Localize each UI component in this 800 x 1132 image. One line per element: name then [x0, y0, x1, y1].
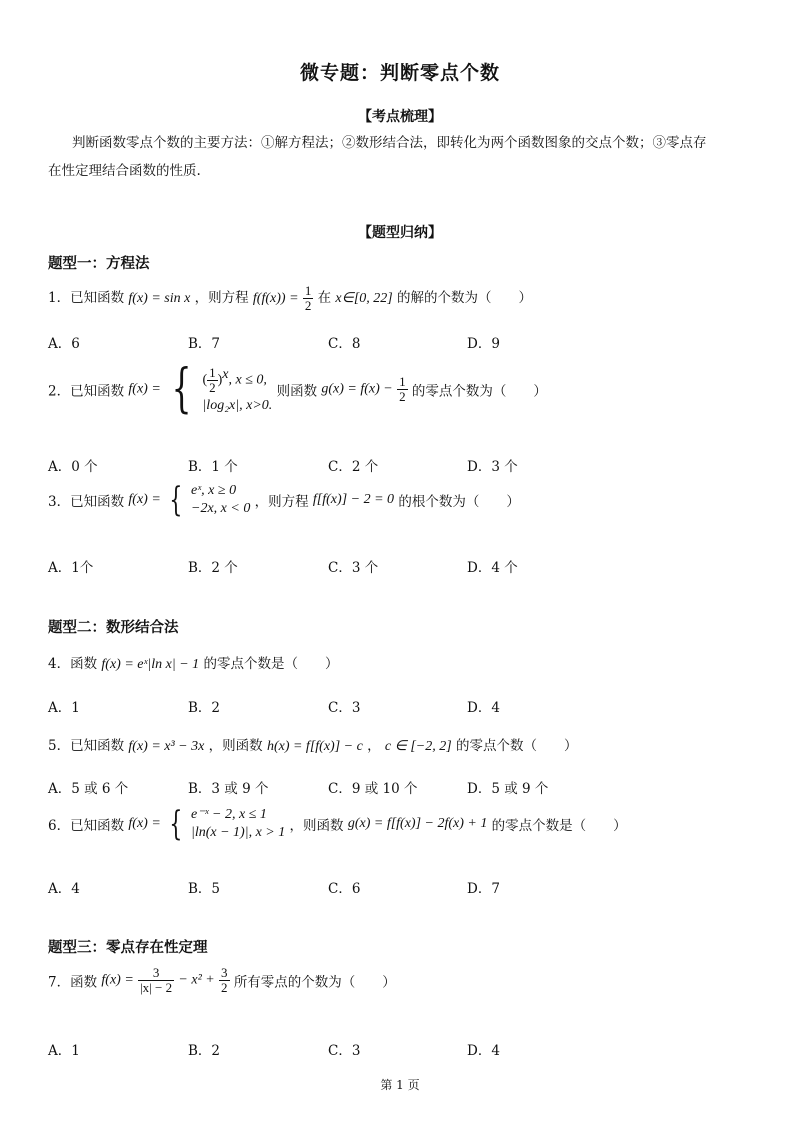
q5-suffix: 的零点个数（ ） [455, 738, 578, 754]
q6-option-a: A．4 [48, 881, 80, 897]
question-7 [48, 966, 396, 995]
type-1-heading: 题型一：方程法 [48, 256, 150, 272]
q2-fx: f(x) = [128, 381, 161, 397]
q7-option-d: D．4 [467, 1043, 500, 1059]
question-5 [48, 734, 577, 755]
section-kaodian-heading: 【考点梳理】 [358, 109, 442, 125]
type-2-heading: 题型二：数形结合法 [48, 620, 179, 636]
q6-prefix: 6．已知函数 [48, 818, 125, 834]
page-title: 微专题：判断零点个数 [299, 62, 500, 84]
q3-fx: f(x) = [128, 492, 161, 507]
q1-option-c: C．8 [328, 336, 361, 352]
q6-cases [191, 806, 285, 842]
q1-formula: f(x) = sin x [128, 291, 191, 306]
q3-suffix: 的根个数为（ ） [398, 494, 520, 510]
q7-fraction-1: $\frac{3}{|x| - 2}$ [140, 965, 173, 995]
q3-prefix: 3．已知函数 [48, 494, 125, 510]
page-number: 第 1 页 [380, 1078, 420, 1092]
q3-equation: f[f(x)] − 2 = 0 [312, 492, 395, 507]
q2-gx: g(x) = f(x) − [321, 381, 393, 397]
q3-option-a: A．1个 [48, 560, 94, 576]
q2-mid: 则函数 [276, 383, 318, 400]
question-1 [48, 284, 532, 313]
q4-option-a: A．1 [48, 700, 80, 716]
q6-suffix: 的零点个数是（ ） [491, 818, 627, 834]
q2-suffix: 的零点个数为（ ） [411, 383, 547, 400]
q5-option-b: B．3 或 9 个 [188, 781, 269, 797]
q7-prefix: 7．函数 [48, 974, 98, 991]
q3-option-d: D．4 个 [467, 560, 518, 576]
q4-prefix: 4．函数 [48, 656, 98, 672]
q1-suffix: 的解的个数为（ ） [397, 290, 533, 306]
q6-option-c: C．6 [328, 881, 361, 897]
q7-fx: f(x) = [101, 972, 134, 988]
q1-option-b: B．7 [188, 336, 221, 352]
q5-option-c: C．9 或 10 个 [328, 781, 418, 797]
q5-prefix: 5．已知函数 [48, 738, 125, 754]
q6-option-b: B．5 [188, 881, 221, 897]
q3-mid: ，则方程 [254, 494, 309, 510]
q7-option-c: C．3 [328, 1043, 361, 1059]
q1-equation: f(f(x)) = [252, 291, 299, 306]
q5-formula: f(x) = x³ − 3x [128, 739, 205, 754]
section-tixing-heading: 【题型归纳】 [358, 225, 442, 241]
q6-case-1: e⁻ˣ − 2, x ≤ 1 [191, 807, 267, 822]
q3-option-b: B．2 个 [188, 560, 238, 576]
q4-option-c: C．3 [328, 700, 361, 716]
q5-c-range: c ∈ [−2, 2] [384, 739, 452, 754]
q4-suffix: 的零点个数是（ ） [203, 656, 339, 672]
q4-option-d: D．4 [467, 700, 500, 716]
q4-formula: f(x) = eˣ|ln x| − 1 [101, 657, 200, 672]
question-3 [48, 482, 520, 518]
q2-half-fraction-2: $\frac{1}{2}$ [399, 373, 406, 404]
kaodian-line-1: 判断函数零点个数的主要方法：①解方程法；②数形结合法，即转化为两个函数图象的交点个数；③零点存 [72, 135, 707, 151]
q7-option-a: A．1 [48, 1043, 80, 1059]
q3-cases [191, 482, 250, 518]
q6-case-2: |ln(x − 1)|, x > 1 [191, 825, 286, 840]
q7-suffix: 所有零点的个数为（ ） [233, 974, 396, 991]
question-6 [48, 806, 627, 842]
q5-comma: ， [367, 738, 381, 754]
q6-mid: ，则函数 [289, 818, 344, 834]
kaodian-line-2: 在性定理结合函数的性质. [48, 163, 201, 179]
q1-in: 在 [317, 290, 332, 306]
q5-option-d: D．5 或 9 个 [467, 781, 549, 797]
q3-case-2: −2x, x < 0 [191, 501, 251, 516]
q6-brace: { [169, 804, 183, 844]
q7-mid: − x² + [178, 972, 215, 988]
type-3-heading: 题型三：零点存在性定理 [48, 940, 208, 956]
q3-brace: { [169, 480, 183, 520]
q2-option-c: C．2 个 [328, 459, 379, 475]
q2-brace: { [171, 359, 192, 420]
q1-half-fraction: $\frac{1}{2}$ [304, 283, 312, 313]
q6-gx: g(x) = f[f(x)] − 2f(x) + 1 [347, 816, 488, 831]
q2-option-a: A．0 个 [48, 459, 98, 475]
q5-hx: h(x) = f[f(x)] − c [266, 739, 363, 754]
q3-option-c: C．3 个 [328, 560, 379, 576]
q2-case-1: ( $\frac{1}{2}$ )$^x$, x ≤ 0, [202, 364, 267, 395]
q1-option-d: D．9 [467, 336, 500, 352]
q2-case-2: |log₂x|, x>0. [202, 397, 273, 413]
question-4 [48, 652, 338, 673]
q2-prefix: 2．已知函数 [48, 383, 125, 400]
q5-mid: ，则函数 [208, 738, 263, 754]
q5-option-a: A．5 或 6 个 [48, 781, 129, 797]
q7-option-b: B．2 [188, 1043, 221, 1059]
q1-range: x∈[0, 22] [335, 291, 393, 306]
q4-option-b: B．2 [188, 700, 221, 716]
q6-fx: f(x) = [128, 816, 161, 831]
q2-option-d: D．3 个 [467, 459, 518, 475]
q7-fraction-2: $\frac{3}{2}$ [221, 965, 228, 995]
q3-case-1: eˣ, x ≥ 0 [191, 483, 237, 498]
q2-half-fraction: $\frac{1}{2}$ [209, 364, 216, 395]
q6-option-d: D．7 [467, 881, 500, 897]
q2-option-b: B．1 个 [188, 459, 238, 475]
q1-prefix: 1．已知函数 [48, 290, 125, 306]
q1-mid: ，则方程 [194, 290, 249, 306]
q1-option-a: A．6 [48, 336, 80, 352]
question-2 [48, 359, 547, 420]
q2-cases [202, 362, 272, 417]
